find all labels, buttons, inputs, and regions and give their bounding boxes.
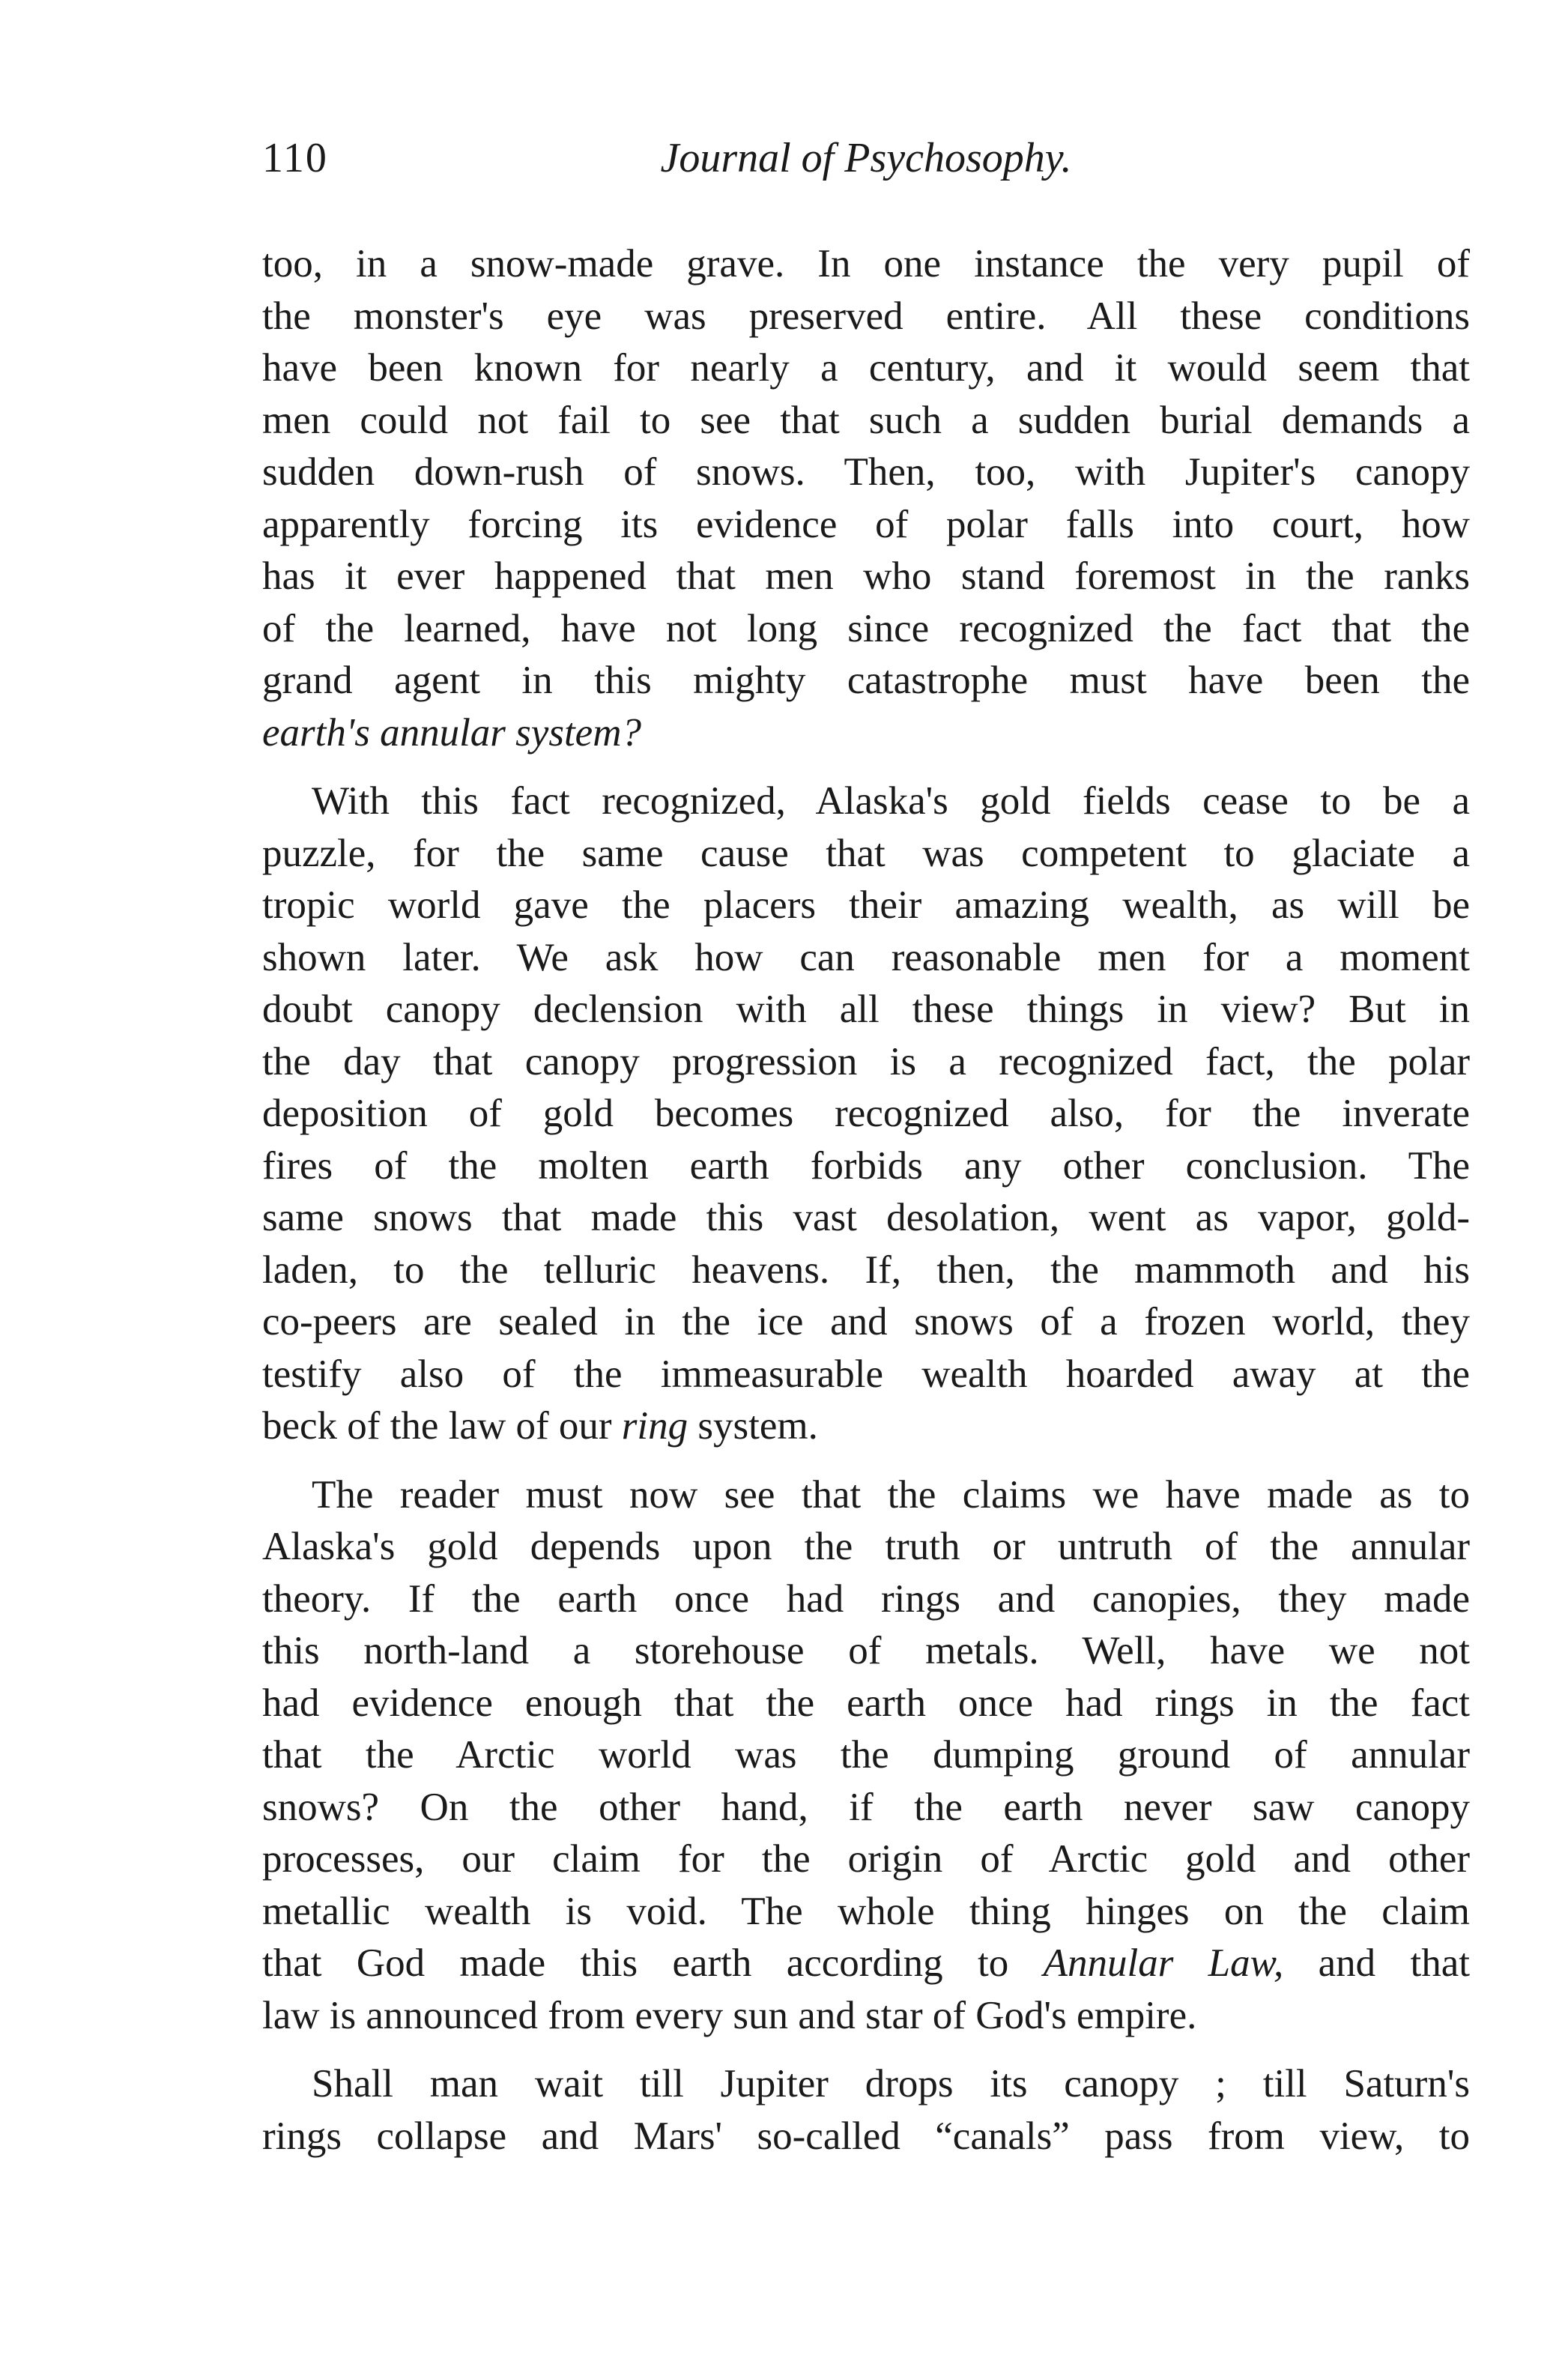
text-line: Alaska's gold depends upon the truth or untruth of the annular (262, 1525, 1470, 1568)
text-segment: and that (1283, 1941, 1470, 1985)
text-line: With this fact recognized, Alaska's gold fields cease to be a (312, 779, 1470, 823)
page-header (262, 132, 1470, 184)
paragraph-4 (262, 2058, 1470, 2162)
paragraph-2 (262, 776, 1470, 1453)
text-line: of the learned, have not long since recognized the fact that the (262, 606, 1470, 650)
text-line: The reader must now see that the claims we have made as to (312, 1472, 1470, 1517)
text-line: tropic world gave the placers their amazing wealth, as will be (262, 883, 1470, 927)
text-line: that the Arctic world was the dumping ground of annular (262, 1733, 1470, 1777)
text-line: shown later. We ask how can reasonable men for a moment (262, 935, 1470, 979)
text-line-emphasis (262, 707, 1470, 760)
text-line: Shall man wait till Jupiter drops its canopy ; till Saturn's (312, 2062, 1470, 2105)
running-title: Journal of Psychosophy. (660, 135, 1072, 181)
text-line: the day that canopy progression is a recognized fact, the polar (262, 1039, 1470, 1083)
text-line: fires of the molten earth forbids any other conclusion. The (262, 1143, 1470, 1188)
paragraph-1 (262, 238, 1470, 759)
text-line: processes, our claim for the origin of Arctic gold and other (262, 1837, 1470, 1881)
text-line: apparently forcing its evidence of polar falls into court, how (262, 502, 1470, 546)
emphasis-text: Annular Law, (1043, 1941, 1284, 1985)
emphasis-text: earth's annular system? (262, 710, 641, 755)
text-line: this north-land a storehouse of metals. Well, have we not (262, 1629, 1470, 1672)
text-line: puzzle, for the same cause that was competent to glaciate a (262, 831, 1470, 875)
text-line: metallic wealth is void. The whole thing hinges on the claim (262, 1889, 1470, 1933)
text-line: rings collapse and Mars' so-called “canals” pass from view, to (262, 2114, 1470, 2158)
text-line: same snows that made this vast desolation, went as vapor, gold- (262, 1196, 1470, 1239)
body-text (262, 238, 1470, 2162)
page-number: 110 (262, 135, 328, 181)
text-line: doubt canopy declension with all these things in view? But in (262, 988, 1470, 1031)
text-line: too, in a snow-made grave. In one instance the very pupil of (262, 242, 1470, 285)
text-segment: system. (688, 1404, 818, 1448)
text-line: snows? On the other hand, if the earth never saw canopy (262, 1785, 1470, 1829)
text-segment: that God made this earth according to (262, 1941, 1044, 1985)
text-line: had evidence enough that the earth once had rings in the fact (262, 1681, 1470, 1725)
text-line: deposition of gold becomes recognized also, for the inverate (262, 1092, 1470, 1135)
text-line-with-emphasis (262, 1400, 1470, 1453)
text-line: law is announced from every sun and star of God's empire. (262, 1993, 1197, 2037)
text-line: laden, to the telluric heavens. If, then, the mammoth and his (262, 1248, 1470, 1292)
paragraph-3 (262, 1469, 1470, 2043)
emphasis-text: ring (621, 1404, 688, 1448)
text-line: sudden down-rush of snows. Then, too, with Jupiter's canopy (262, 450, 1470, 494)
text-line: testify also of the immeasurable wealth hoarded away at the (262, 1352, 1470, 1396)
text-line: the monster's eye was preserved entire. All these conditions (262, 294, 1470, 338)
text-line: have been known for nearly a century, and it would seem that (262, 346, 1470, 390)
text-line: has it ever happened that men who stand foremost in the ranks (262, 554, 1470, 598)
text-line: grand agent in this mighty catastrophe must have been the (262, 659, 1470, 702)
text-line-with-emphasis (262, 1938, 1470, 1990)
text-line: men could not fail to see that such a sudden burial demands a (262, 398, 1470, 442)
text-line: co-peers are sealed in the ice and snows of a frozen world, they (262, 1300, 1470, 1343)
text-line: theory. If the earth once had rings and canopies, they made (262, 1576, 1470, 1621)
text-segment: beck of the law of our (262, 1404, 622, 1448)
